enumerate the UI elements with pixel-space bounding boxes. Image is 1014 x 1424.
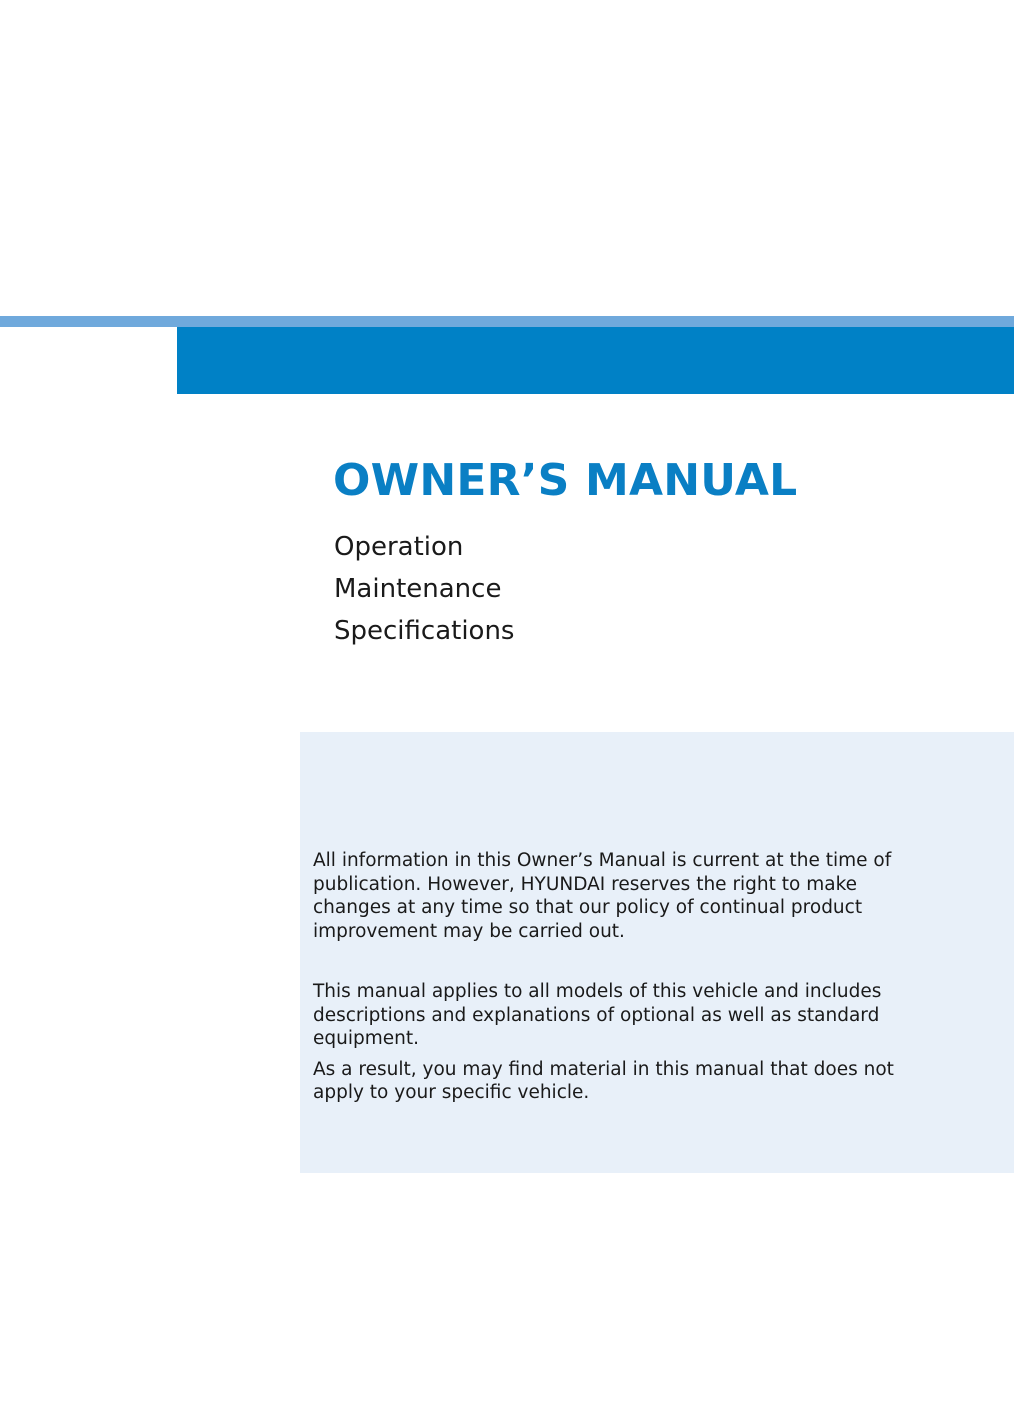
section-specifications: Specifications	[334, 616, 515, 646]
section-maintenance: Maintenance	[334, 574, 502, 604]
notice-text	[313, 849, 913, 1105]
section-operation: Operation	[334, 532, 464, 562]
header-color-band	[177, 327, 1014, 394]
notice-paragraph-result: As a result, you may find material in this manual that does not apply to your specific vehicle.	[313, 1058, 894, 1103]
top-accent-stripe	[0, 316, 1014, 327]
notice-box	[300, 732, 1014, 1173]
manual-sections-list	[334, 526, 514, 652]
notice-paragraph-applicability: This manual applies to all models of this vehicle and includes descriptions and explanations of optional as well as standard equipment.	[313, 981, 882, 1049]
manual-title: OWNER’S MANUAL	[333, 455, 798, 506]
notice-paragraph-currency: All information in this Owner’s Manual is current at the time of publication. However, HYUNDAI reserves the right to make changes at any time so that our policy of continual product improvement may be carried out.	[313, 850, 892, 942]
